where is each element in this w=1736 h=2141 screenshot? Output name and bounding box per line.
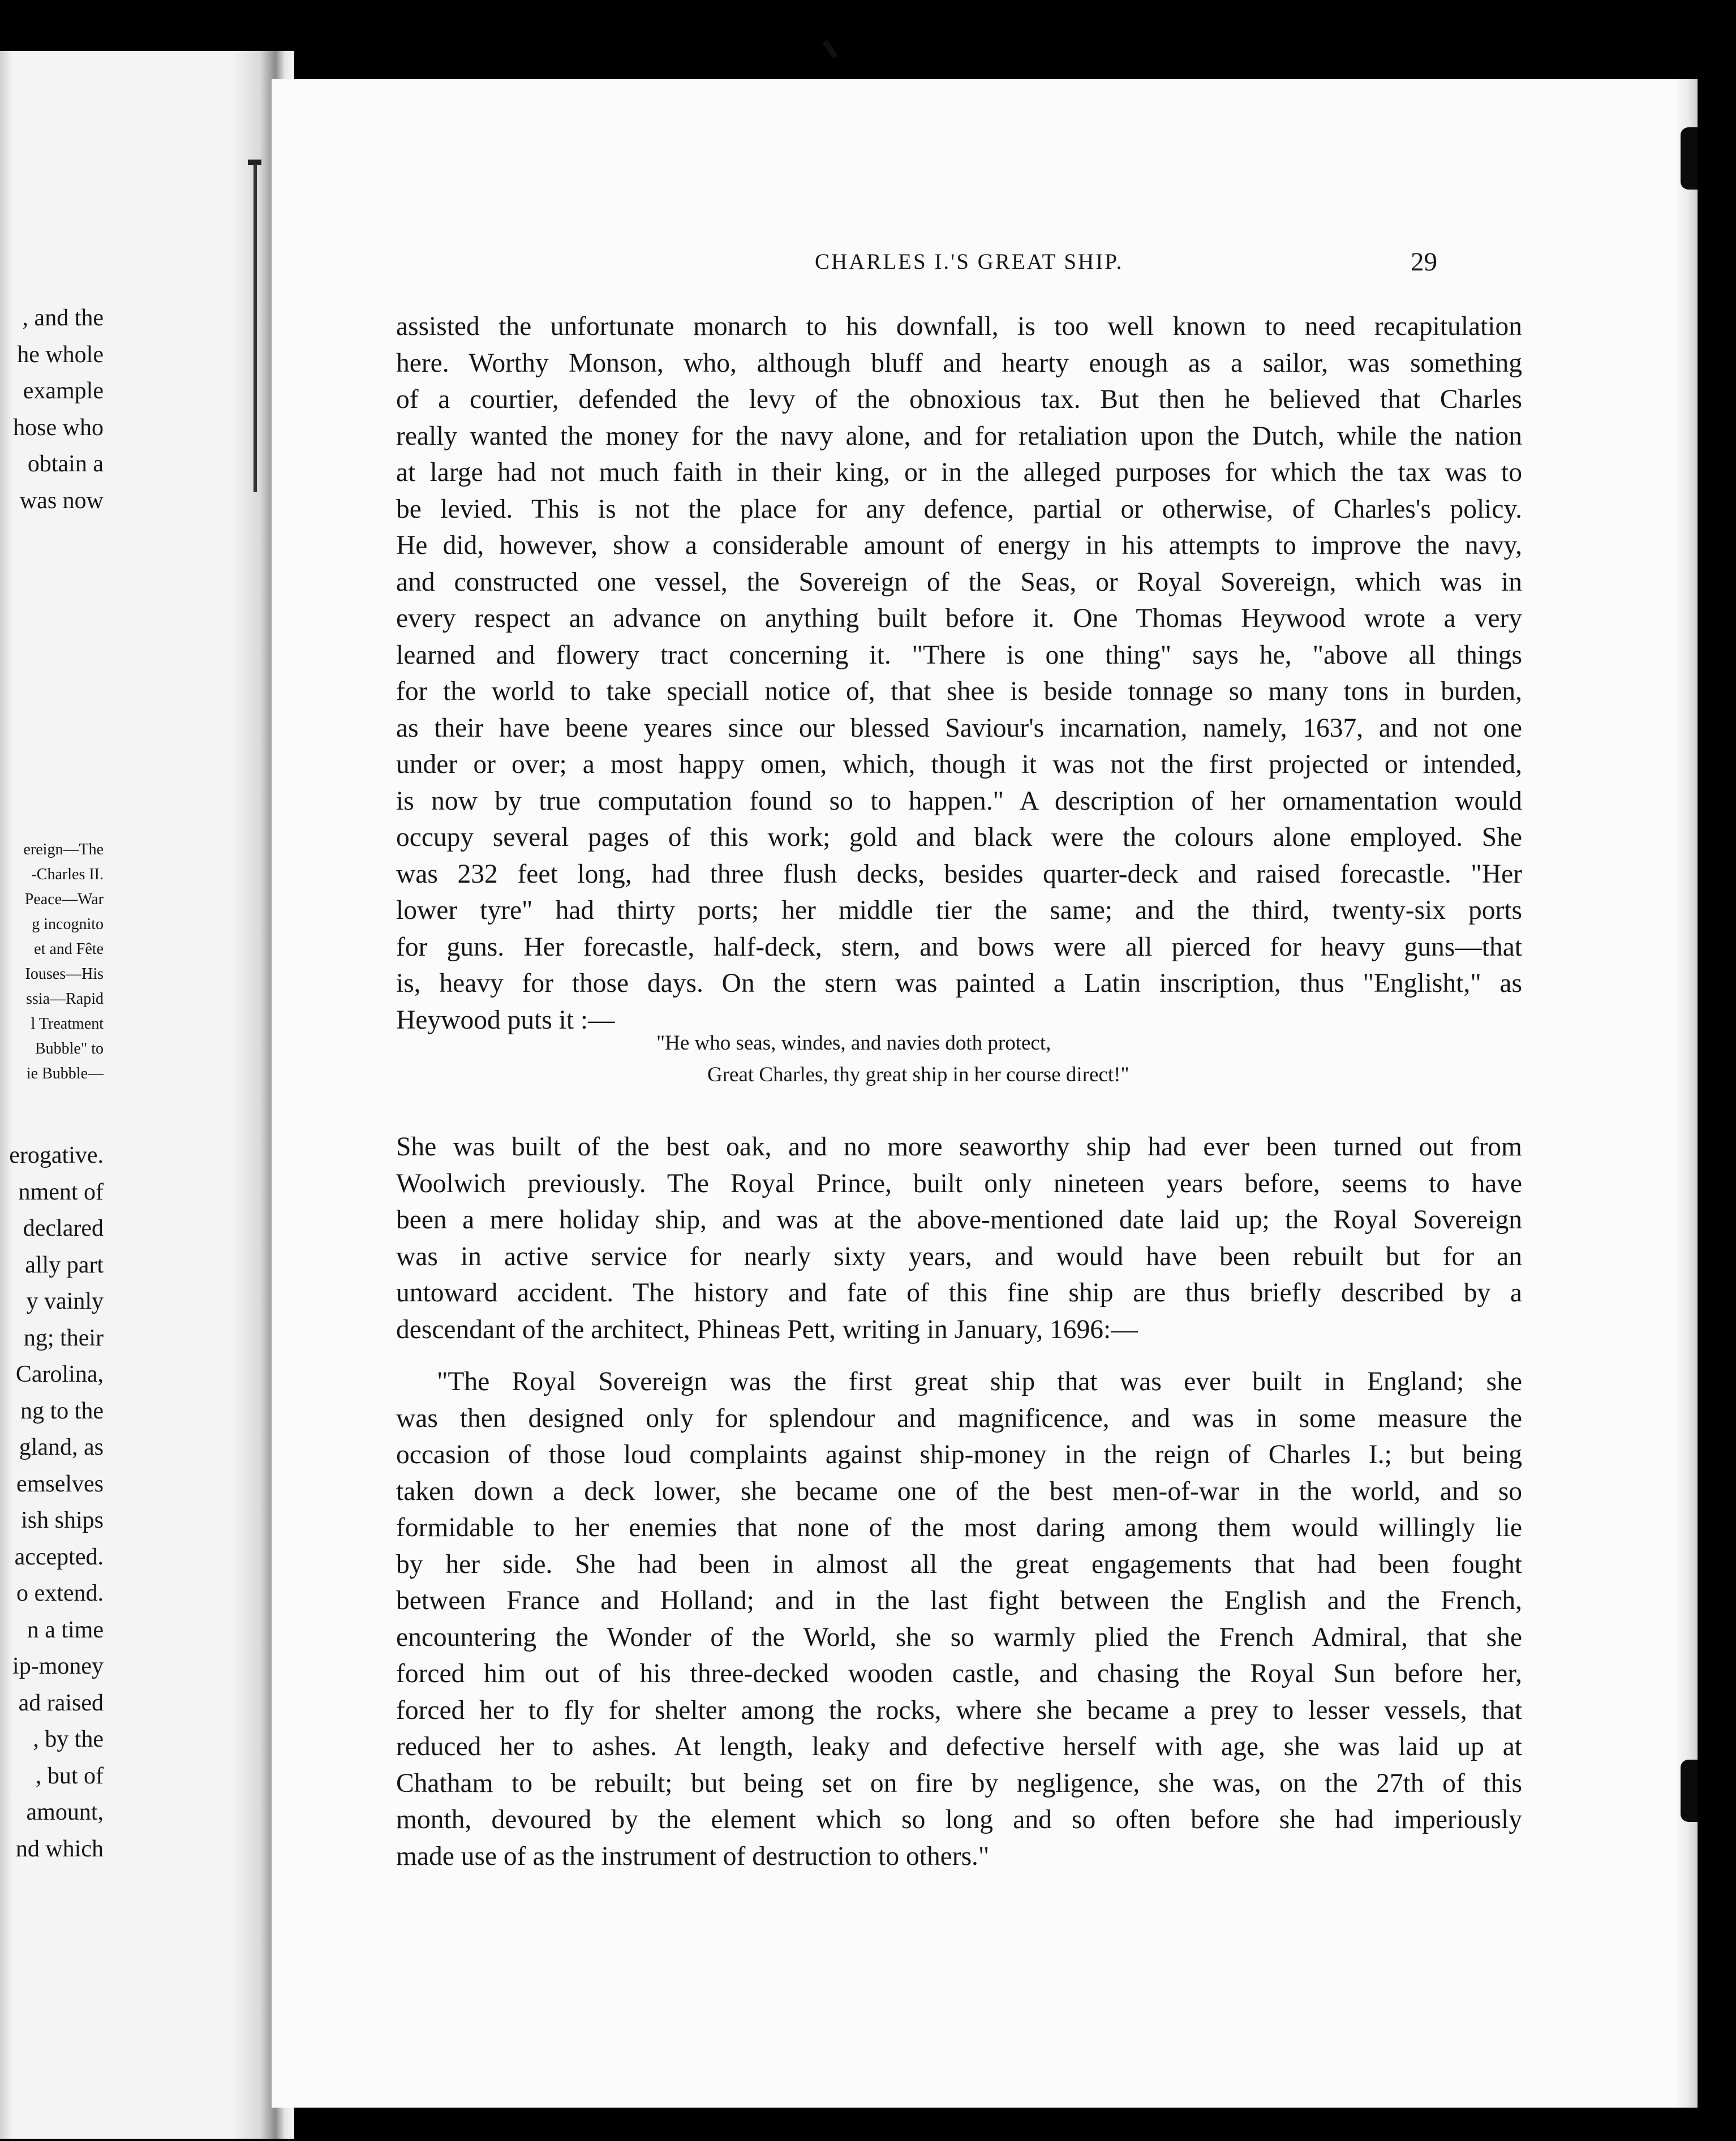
text-line: forced her to fly for shelter among the rocks, where she became a prey to lesser vessels, that — [396, 1695, 1522, 1725]
text-line: month, devoured by the element which so long and so often before she had imperiously — [396, 1805, 1522, 1834]
text-line: encountering the Wonder of the World, she so warmly plied the French Admiral, that she — [396, 1622, 1522, 1652]
left-page-line: g incognito — [32, 915, 104, 933]
left-page-line: ad raised — [18, 1689, 104, 1716]
running-head — [566, 249, 1437, 283]
paragraph-3-quotation — [396, 1364, 1522, 1875]
left-page-line: ssia—Rapid — [26, 990, 104, 1008]
left-page-line: l Treatment — [31, 1015, 104, 1033]
left-page-line: erogative. — [9, 1142, 104, 1168]
left-page-line: , by the — [33, 1726, 104, 1752]
running-title: CHARLES I.'S GREAT SHIP. — [815, 250, 1124, 274]
text-line: as their have beene yeares since our blessed Saviour's incarnation, namely, 1637, and not one — [396, 713, 1522, 743]
left-page-line: ish ships — [21, 1507, 104, 1533]
text-line: by her side. She had been in almost all the great engagements that had been fought — [396, 1549, 1522, 1579]
text-line: occupy several pages of this work; gold and black were the colours alone employed. She — [396, 823, 1522, 852]
left-page-line: , and the — [22, 305, 104, 331]
verse-inscription — [656, 1027, 1279, 1091]
left-page-line: hose who — [13, 414, 104, 441]
left-page-line: -Charles II. — [31, 866, 104, 883]
verse-line: "He who seas, windes, and navies doth protect, — [656, 1031, 1051, 1055]
left-page-line: Carolina, — [15, 1361, 104, 1387]
left-page-line: example — [23, 378, 104, 404]
text-line: and constructed one vessel, the Sovereign of the Seas, or Royal Sovereign, which was in — [396, 567, 1522, 597]
text-line: of a courtier, defended the levy of the obnoxious tax. But then he believed that Charles — [396, 385, 1522, 414]
text-line: forced him out of his three-decked wooden castle, and chasing the Royal Sun before her, — [396, 1659, 1522, 1688]
text-line: taken down a deck lower, she became one of the best men-of-war in the world, and so — [396, 1476, 1522, 1506]
text-line: Chatham to be rebuilt; but being set on fire by negligence, she was, on the 27th of this — [396, 1768, 1522, 1798]
text-line: really wanted the money for the navy alone, and for retaliation upon the Dutch, while the nation — [396, 421, 1522, 451]
left-page-line: ng to the — [20, 1398, 104, 1424]
paragraph-2 — [396, 1129, 1522, 1348]
verse-line: Great Charles, thy great ship in her course direct!" — [707, 1063, 1129, 1086]
left-page-line: declared — [23, 1215, 104, 1241]
left-page-chapter-summary — [0, 837, 104, 1086]
text-line: was then designed only for splendour and magnificence, and was in some measure the — [396, 1403, 1522, 1433]
edge-tab-mark-bottom — [1681, 1760, 1698, 1822]
text-line: Woolwich previously. The Royal Prince, built only nineteen years before, seems to have — [396, 1168, 1522, 1198]
text-line: made use of as the instrument of destruction to others." — [396, 1841, 990, 1871]
text-line: formidable to her enemies that none of the most daring among them would willingly lie — [396, 1513, 1522, 1542]
left-page-line: Iouses—His — [25, 965, 104, 983]
text-line: be levied. This is not the place for any defence, partial or otherwise, of Charles's policy. — [396, 494, 1522, 524]
left-page-text-upper — [0, 300, 104, 519]
text-line: was 232 feet long, had three flush decks, besides quarter-deck and raised forecastle. "Her — [396, 859, 1522, 889]
left-page-line: nd which — [15, 1835, 104, 1862]
text-line: lower tyre" had thirty ports; her middle tier the same; and the third, twenty-six ports — [396, 896, 1522, 925]
left-page-line: n a time — [27, 1617, 104, 1643]
edge-tab-mark-top — [1681, 127, 1698, 190]
text-line: is, heavy for those days. On the stern was painted a Latin inscription, thus "Englisht," as — [396, 969, 1522, 998]
left-page-line: , but of — [35, 1762, 104, 1789]
text-line: occasion of those loud complaints against ship-money in the reign of Charles I.; but being — [396, 1440, 1522, 1469]
left-page-line: he whole — [17, 341, 104, 368]
left-page-line: Peace—War — [24, 891, 104, 908]
left-page-line: ng; their — [23, 1325, 104, 1351]
left-page-line: ip-money — [12, 1653, 104, 1679]
left-page-line: amount, — [26, 1799, 104, 1825]
text-line: for guns. Her forecastle, half-deck, stern, and bows were all pierced for heavy guns—that — [396, 932, 1522, 962]
text-line: was in active service for nearly sixty years, and would have been rebuilt but for an — [396, 1241, 1522, 1271]
paragraph-1 — [396, 308, 1522, 1038]
text-line: descendant of the architect, Phineas Pett, writing in January, 1696:— — [396, 1314, 1138, 1344]
text-line: been a mere holiday ship, and was at the above-mentioned date laid up; the Royal Sovereign — [396, 1205, 1522, 1235]
left-page-line: ie Bubble— — [26, 1065, 104, 1082]
text-line: is now by true computation found so to happen." A description of her ornamentation would — [396, 786, 1522, 816]
text-line: for the world to take speciall notice of, that shee is beside tonnage so many tons in burden, — [396, 677, 1522, 706]
text-line: learned and flowery tract concerning it. "There is one thing" says he, "above all things — [396, 640, 1522, 670]
left-page-line: et and Fête — [34, 940, 104, 958]
left-page-line: accepted. — [14, 1544, 104, 1570]
page-number: 29 — [1411, 247, 1437, 277]
text-line: untoward accident. The history and fate of this fine ship are thus briefly described by a — [396, 1278, 1522, 1308]
left-facing-page — [0, 51, 257, 2139]
left-page-line: y vainly — [26, 1288, 104, 1314]
left-page-line: gland, as — [19, 1434, 104, 1460]
left-page-text-lower — [0, 1137, 104, 1867]
left-page-line: was now — [19, 487, 104, 514]
left-page-line: obtain a — [27, 451, 104, 477]
text-line: between France and Holland; and in the last fight between the English and the French, — [396, 1586, 1522, 1615]
left-page-line: ally part — [25, 1252, 104, 1278]
text-line: "The Royal Sovereign was the first great ship that was ever built in England; she — [437, 1367, 1522, 1396]
left-page-line: emselves — [16, 1471, 104, 1497]
left-page-line: ereign—The — [23, 841, 104, 858]
text-line: reduced her to ashes. At length, leaky and defective herself with age, she was laid up at — [396, 1732, 1522, 1761]
left-page-line: nment of — [18, 1179, 104, 1205]
text-line: at large had not much faith in their king, or in the alleged purposes for which the tax was to — [396, 458, 1522, 487]
left-page-line: Bubble" to — [35, 1040, 104, 1057]
text-line: here. Worthy Monson, who, although bluff and hearty enough as a sailor, was something — [396, 348, 1522, 378]
scan-speck — [822, 40, 838, 59]
binding-strip — [253, 164, 257, 492]
text-line: under or over; a most happy omen, which, though it was not the first projected or intended, — [396, 750, 1522, 779]
text-line: assisted the unfortunate monarch to his downfall, is too well known to need recapitulation — [396, 312, 1522, 341]
text-line: She was built of the best oak, and no more seaworthy ship had ever been turned out from — [396, 1132, 1522, 1162]
text-line: He did, however, show a considerable amount of energy in his attempts to improve the navy, — [396, 531, 1522, 560]
text-line: every respect an advance on anything built before it. One Thomas Heywood wrote a very — [396, 604, 1522, 633]
left-page-line: o extend. — [16, 1580, 104, 1606]
text-line: Heywood puts it :— — [396, 1005, 615, 1035]
